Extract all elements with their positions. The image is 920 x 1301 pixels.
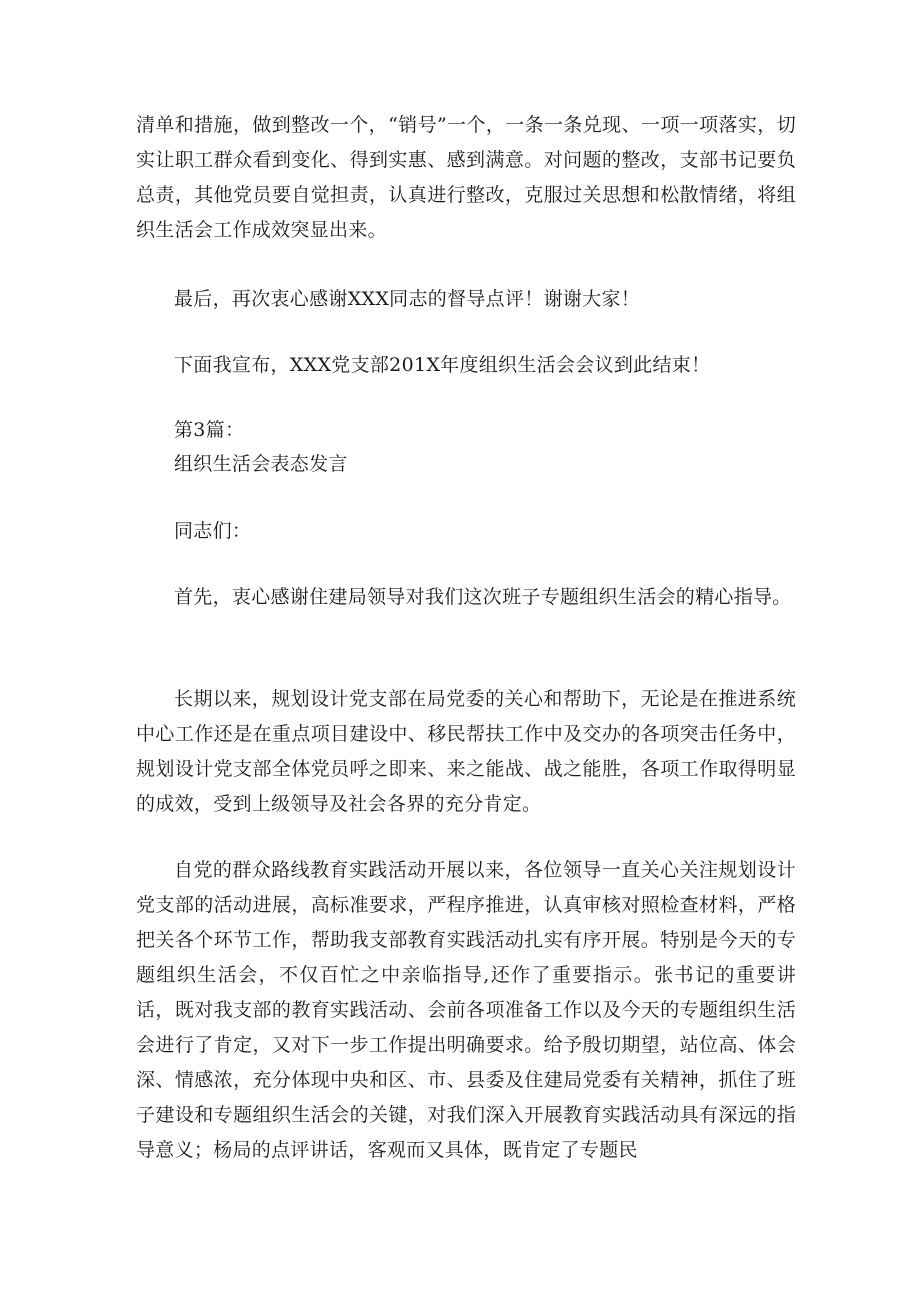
paragraph-long-term: 长期以来，规划设计党支部在局党委的关心和帮助下，无论是在推进系统中心工作还是在重点项目建设中、移民帮扶工作中及交办的各项突击任务中，规划设计党支部全体党员呼之即来、来之能战、战之能胜，各项工作取得明显的成效，受到上级领导及社会各界的充分肯定。 bbox=[136, 688, 796, 815]
paragraph-rectification: 清单和措施，做到整改一个，“销号”一个，一条一条兑现、一项一项落实，切实让职工群众看到变化、得到实惠、感到满意。对问题的整改，支部书记要负总责，其他党员要自觉担责，认真进行整改，克服过关思想和松散情绪，将组织生活会工作成效突显出来。 bbox=[136, 114, 796, 241]
salutation: 同志们： bbox=[174, 520, 252, 542]
section-title: 组织生活会表态发言 bbox=[174, 453, 348, 475]
paragraph-thanks: 最后，再次衷心感谢XXX同志的督导点评！谢谢大家！ bbox=[174, 288, 641, 310]
paragraph-closing: 下面我宣布，XXX党支部201X年度组织生活会会议到此结束！ bbox=[174, 354, 711, 376]
paragraph-campaign: 自党的群众路线教育实践活动开展以来，各位领导一直关心关注规划设计党支部的活动进展，高标准要求，严程序推进，认真审核对照检查材料，严格把关各个环节工作，帮助我支部教育实践活动扎实有序开展。特别是今天的专题组织生活会，不仅百忙之中亲临指导,还作了重要指示。张书记的重要讲话，既对我支部的教育实践活动、会前各项准备工作以及今天的专题组织生活会进行了肯定，又对下一步工作提出明确要求。给予殷切期望，站位高、体会深、情感浓，充分体现中央和区、市、县委及住建局党委有关精神，抓住了班子建设和专题组织生活会的关键，对我们深入开展教育实践活动具有深远的指导意义；杨局的点评讲话，客观而又具体，既肯定了专题民 bbox=[136, 859, 796, 1161]
paragraph-gratitude: 首先，衷心感谢住建局领导对我们这次班子专题组织生活会的精心指导。 bbox=[174, 586, 792, 608]
section-number: 第3篇： bbox=[174, 419, 245, 441]
